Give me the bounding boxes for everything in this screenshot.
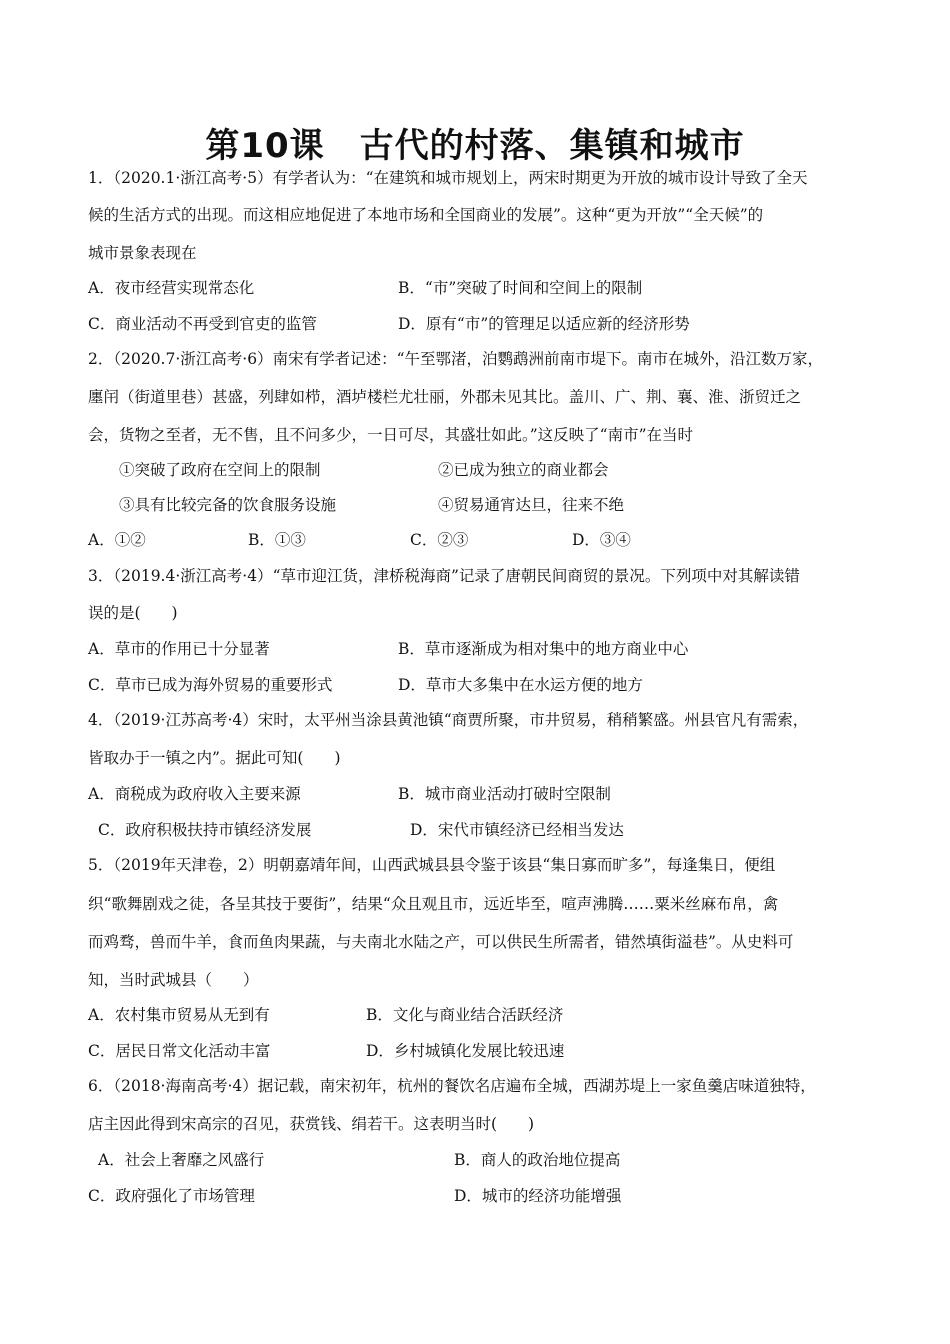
q3-option-d: D．草市大多集中在水运方便的地方: [398, 676, 643, 694]
q2-option-b: B．①③: [248, 531, 306, 549]
q6-option-b: B．商人的政治地位提高: [454, 1151, 621, 1169]
q2-item: ③具有比较完备的饮食服务设施: [119, 496, 337, 514]
q6-line: 店主因此得到宋高宗的召见，获赏钱、绢若干。这表明当时( ): [88, 1115, 535, 1133]
q6-line: 6．（2018·海南高考·4）据记载，南宋初年，杭州的餐饮名店遍布全城，西湖苏堤上一家鱼羹店味道独特，: [88, 1077, 816, 1095]
q2-item: ②已成为独立的商业都会: [438, 461, 609, 479]
q3-option-b: B．草市逐渐成为相对集中的地方商业中心: [398, 640, 689, 658]
q4-option-d: D．宋代市镇经济已经相当发达: [410, 821, 624, 839]
q2-line: 会，货物之至者，无不售，且不问多少，一日可尽，其盛壮如此。”这反映了“南市”在当时: [88, 426, 694, 444]
q4-line: 皆取办于一镇之内”。据此可知( ): [88, 749, 341, 767]
q4-line: 4．（2019·江苏高考·4）宋时，太平州当涂县黄池镇“商贾所聚，市井贸易，稍稍繁盛。州县官凡有需索，: [88, 711, 809, 729]
q5-line: 5．（2019年天津卷，2）明朝嘉靖年间，山西武城县县令鉴于该县“集日寡而旷多”，每逢集日，便组: [88, 856, 776, 874]
q2-option-d: D．③④: [572, 531, 631, 549]
q5-line: 知，当时武城县（ ）: [88, 971, 259, 989]
q1-line: 候的生活方式的出现。而这相应地促进了本地市场和全国商业的发展”。这种“更为开放”“全天候”的: [88, 206, 764, 224]
page-title: 第10课 古代的村落、集镇和城市: [205, 126, 745, 166]
q5-option-b: B．文化与商业结合活跃经济: [366, 1006, 564, 1024]
q1-line: 1．（2020.1·浙江高考·5）有学者认为：“在建筑和城市规划上，两宋时期更为开放的城市设计导致了全天: [88, 169, 808, 187]
q2-item: ①突破了政府在空间上的限制: [119, 461, 321, 479]
q5-option-c: C．居民日常文化活动丰富: [88, 1042, 271, 1060]
q1-option-c: C．商业活动不再受到官吏的监管: [88, 315, 317, 333]
q4-option-a: A．商税成为政府收入主要来源: [88, 785, 301, 803]
q5-option-a: A．农村集市贸易从无到有: [88, 1006, 270, 1024]
q6-option-d: D．城市的经济功能增强: [454, 1187, 622, 1205]
q4-option-c: C．政府积极扶持市镇经济发展: [98, 821, 312, 839]
q5-line: 织“歌舞剧戏之徒，各呈其技于要街”，结果“众且观且市，远近毕至，喧声沸腾……粟米丝麻布帛，禽: [88, 895, 779, 913]
q1-option-b: B．“市”突破了时间和空间上的限制: [398, 279, 643, 297]
q3-line: 误的是( ): [88, 604, 178, 622]
q2-option-a: A．①②: [88, 531, 146, 549]
q6-option-a: A．社会上奢靡之风盛行: [98, 1151, 265, 1169]
q1-line: 城市景象表现在: [88, 244, 197, 262]
q1-option-a: A．夜市经营实现常态化: [88, 279, 255, 297]
q3-option-c: C．草市已成为海外贸易的重要形式: [88, 676, 333, 694]
q2-option-c: C．②③: [410, 531, 469, 549]
q1-option-d: D．原有“市”的管理足以适应新的经济形势: [398, 315, 690, 333]
q3-option-a: A．草市的作用已十分显著: [88, 640, 270, 658]
q2-item: ④贸易通宵达旦，往来不绝: [438, 496, 625, 514]
q5-option-d: D．乡村城镇化发展比较迅速: [366, 1042, 565, 1060]
q6-option-c: C．政府强化了市场管理: [88, 1187, 255, 1205]
q2-line: 廛闬（街道里巷）甚盛，列肆如栉，酒垆楼栏尤壮丽，外郡未见其比。盖川、广、荆、襄、淮、浙贸迁之: [88, 388, 802, 406]
q4-option-b: B．城市商业活动打破时空限制: [398, 785, 611, 803]
q2-line: 2．（2020.7·浙江高考·6）南宋有学者记述：“午至鄂渚，泊鹦鹉洲前南市堤下。南市在城外，沿江数万家，: [88, 350, 823, 368]
q5-line: 而鸡骛，兽而牛羊，食而鱼肉果蔬，与夫南北水陆之产，可以供民生所需者，错然填街溢巷”。从史料可: [88, 933, 794, 951]
q3-line: 3．（2019.4·浙江高考·4）“草市迎江货，津桥税海商”记录了唐朝民间商贸的景况。下列项中对其解读错: [88, 567, 800, 585]
